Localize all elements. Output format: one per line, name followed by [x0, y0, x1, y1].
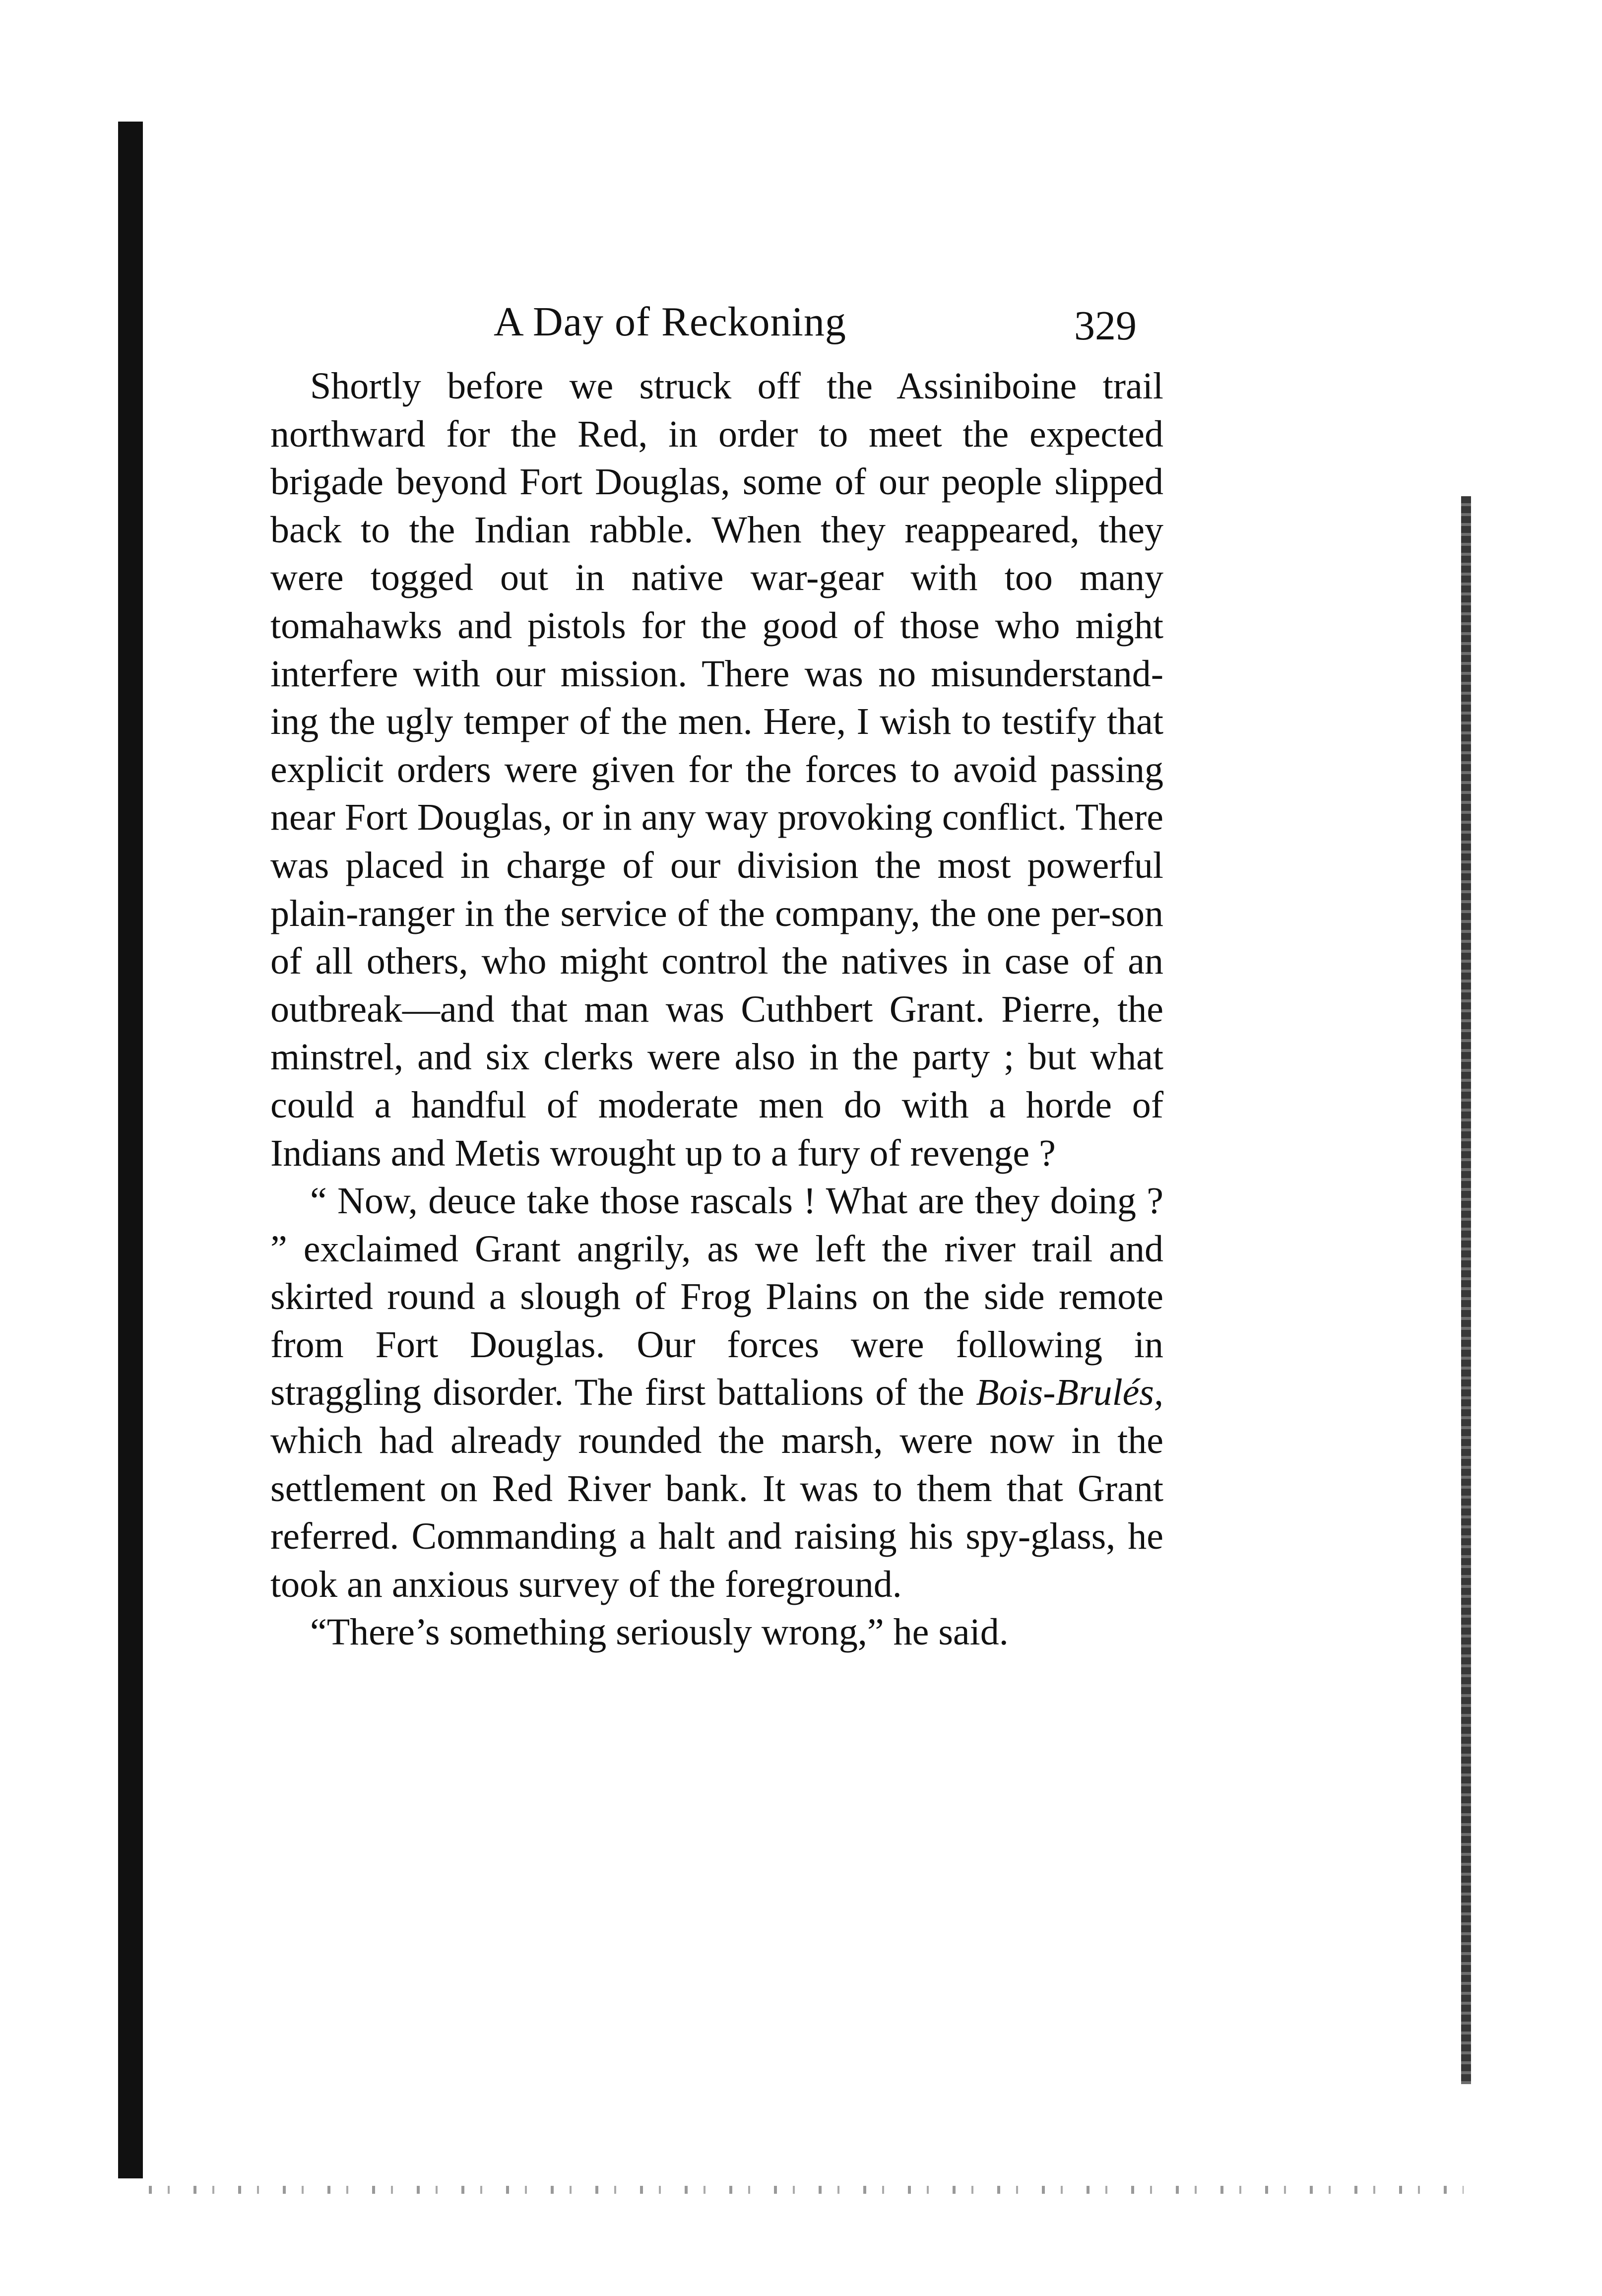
scan-page-edge: [1461, 496, 1471, 2084]
paragraph-2: [270, 1177, 1163, 1608]
running-title: A Day of Reckoning: [494, 299, 846, 345]
page-header: [270, 288, 1163, 362]
scan-noise: [149, 2186, 1464, 2194]
paragraph-2-end: which had already rounded the marsh, were now in the settlement on Red River bank. It was to them that Grant referred. Commanding a halt and raising his spy-glass, he took an anxious survey of the foreground.: [270, 1420, 1163, 1605]
paragraph-3: “There’s something seriously wrong,” he said.: [310, 1611, 1009, 1653]
scan-binding-edge: [118, 122, 143, 2178]
paragraph-2-start: “ Now, deuce take those rascals ! What are they doing ? ” exclaimed Grant angrily, as we left the river trail and skirted round a slough of Frog Plains on the side remote from Fort Douglas. Our forces were following in straggling disorder. The first battalions of the: [270, 1180, 1163, 1414]
paragraph-1: Shortly before we struck off the Assiniboine trail northward for the Red, in order to meet the expected brigade beyond Fort Douglas, some of our people slipped back to the Indian rabble. When they reappeared, they were togged out in native war-gear with too many tomahawks and pistols for the good of those who might interfere with our mission. There was no misunderstand-ing the ugly temper of the men. Here, I wish to testify that explicit orders were given for the forces to avoid passing near Fort Douglas, or in any way provoking conflict. There was placed in charge of our division the most powerful plain-ranger in the service of the company, the one per-son of all others, who might control the natives in case of an outbreak—and that man was Cuthbert Grant. Pierre, the minstrel, and six clerks were also in the party ; but what could a handful of moderate men do with a horde of Indians and Metis wrought up to a fury of revenge ?: [270, 365, 1163, 1174]
page-body: [270, 362, 1163, 1656]
paragraph-2-italic: Bois-Brulés,: [976, 1372, 1163, 1414]
page-number: 329: [1074, 303, 1137, 349]
book-page: [270, 288, 1163, 1656]
